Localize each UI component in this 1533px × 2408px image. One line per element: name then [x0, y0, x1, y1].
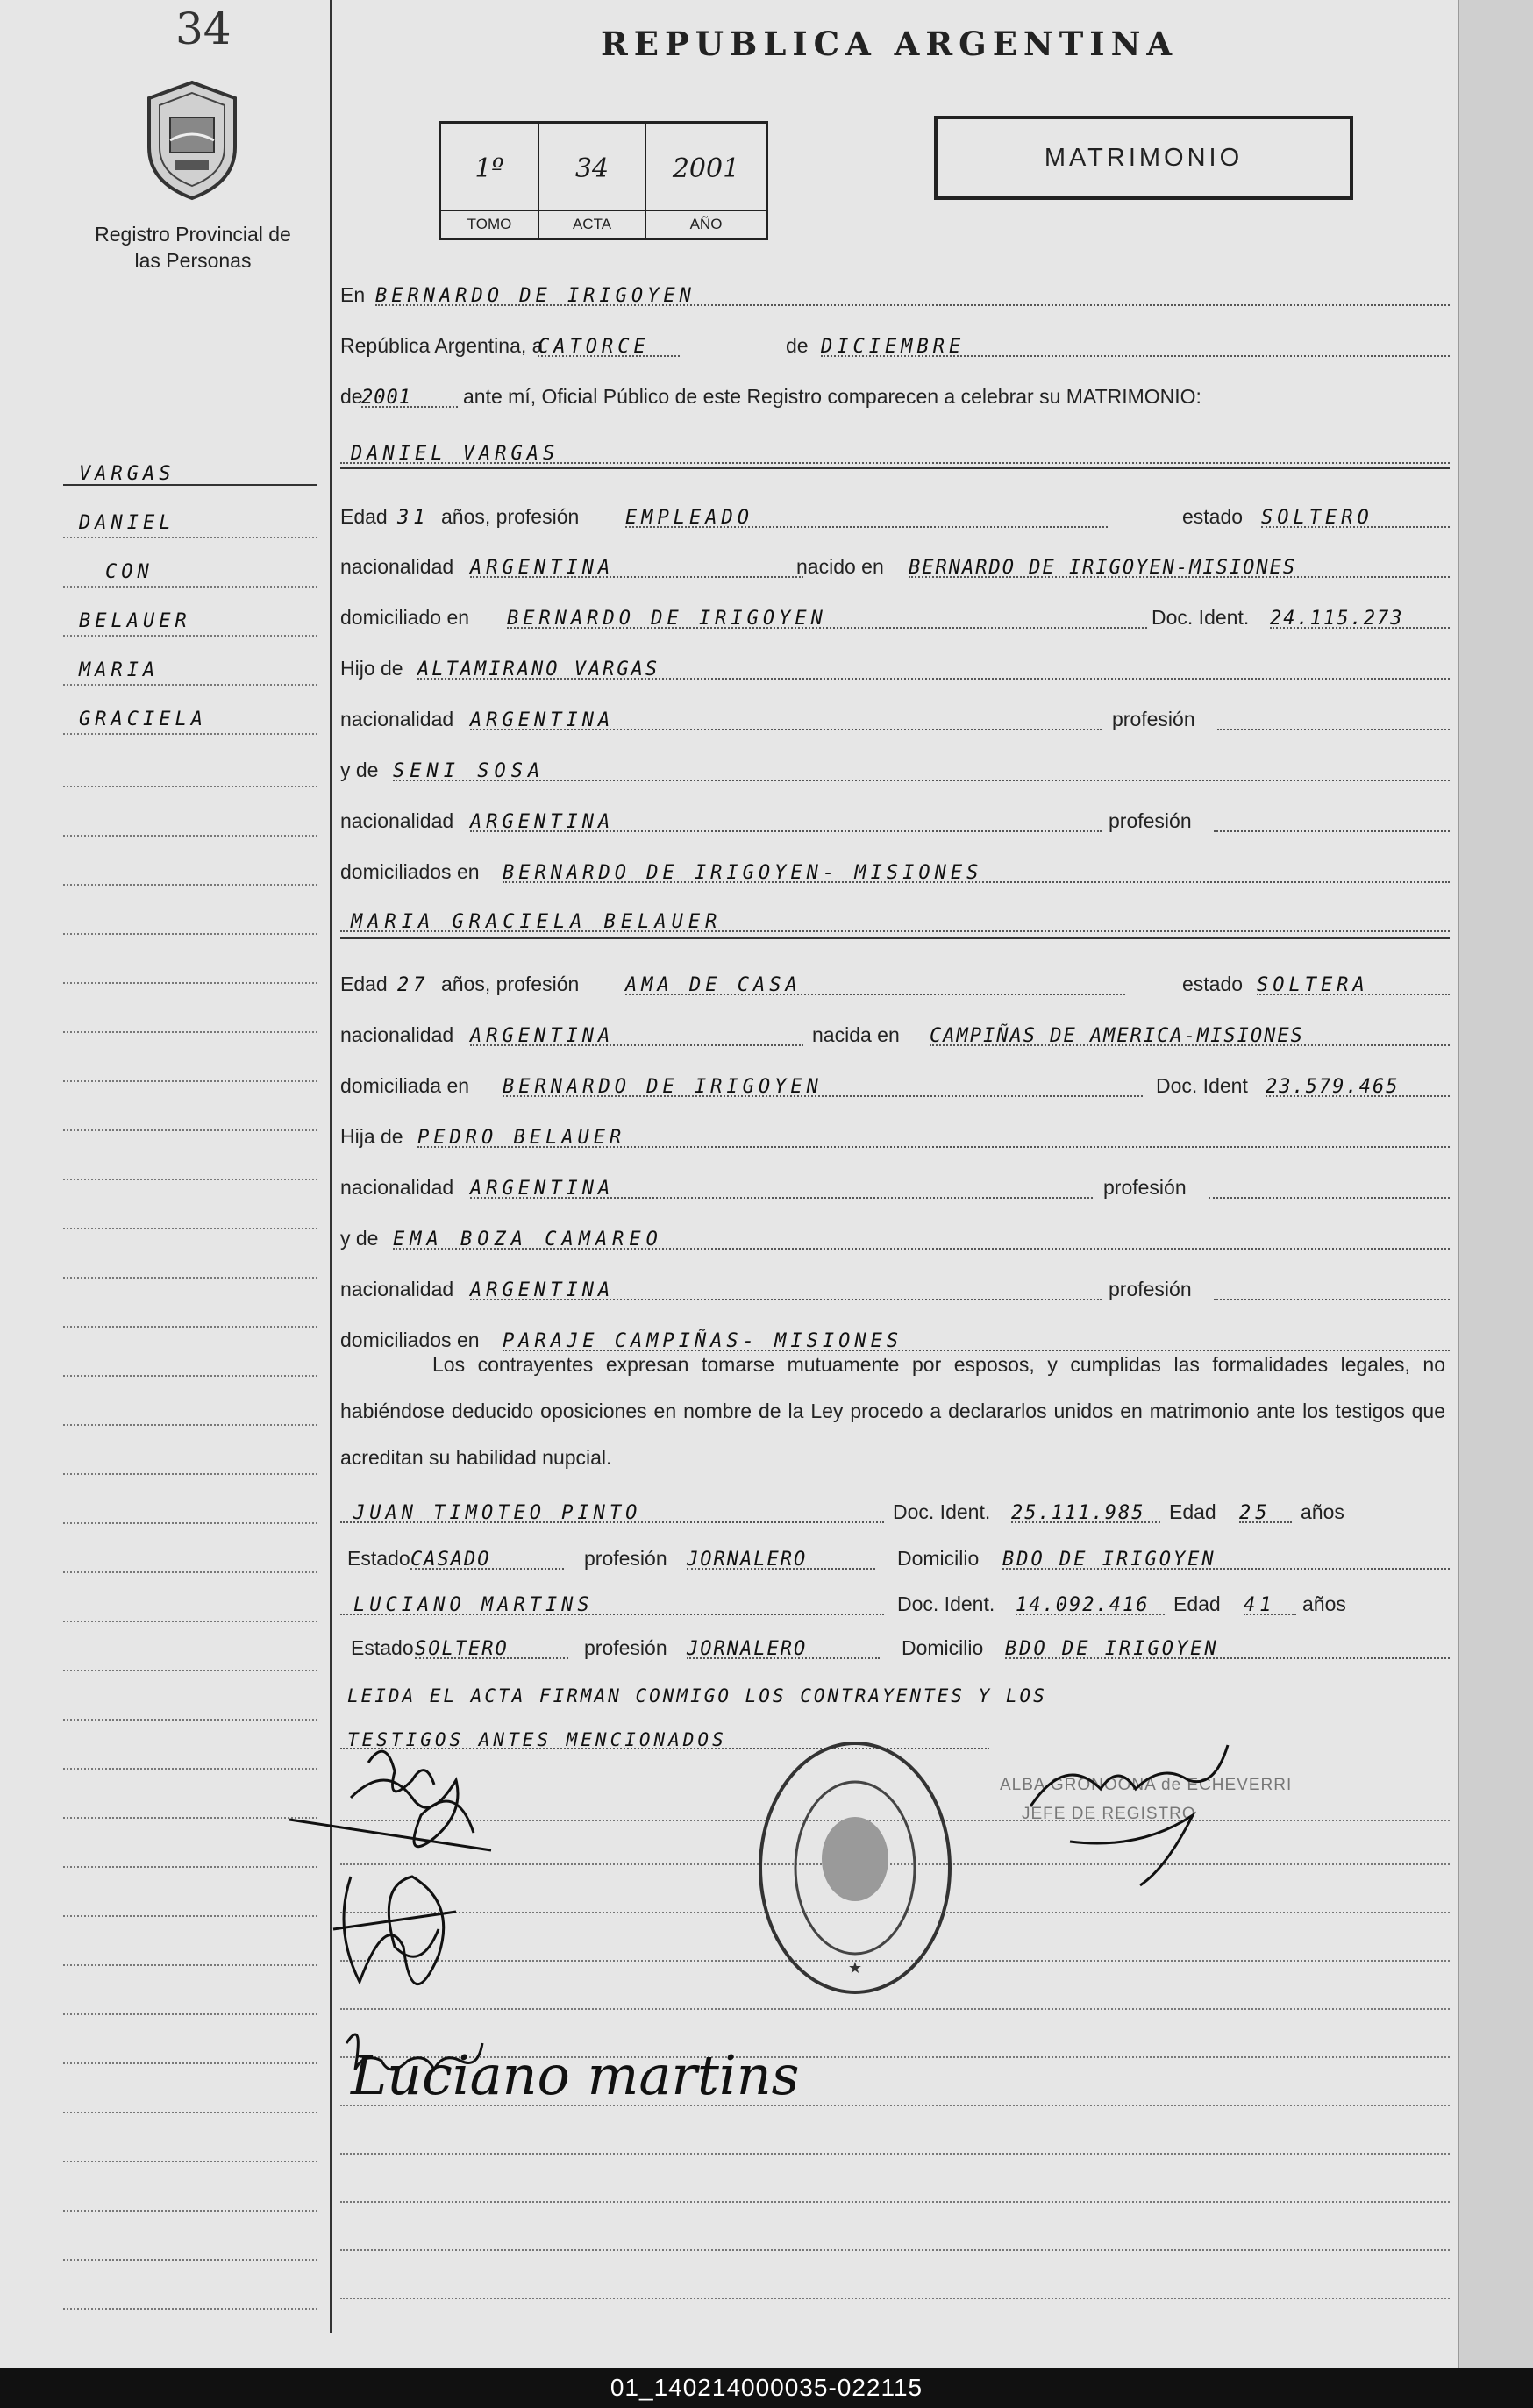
groom-parents-address: BERNARDO DE IRIGOYEN- MISIONES [503, 862, 983, 884]
groom-birthplace: BERNARDO DE IRIGOYEN-MISIONES [909, 557, 1297, 579]
bride-address-row [340, 1056, 1450, 1100]
tomo-label: TOMO [441, 210, 538, 238]
label-nacida: nacida en [812, 1023, 900, 1046]
witness-2-row [340, 1574, 1450, 1618]
label-nacionalidad: nacionalidad [340, 1023, 454, 1046]
margin-rule [63, 1768, 317, 1770]
label-profesion: profesión [1109, 809, 1192, 832]
act-type-box: MATRIMONIO [934, 116, 1353, 200]
witness-2-civil-status: SOLTERO [415, 1638, 509, 1660]
fill-line [821, 355, 1450, 357]
year-value: 2001 [361, 387, 411, 409]
fill-line [1214, 1299, 1450, 1300]
margin-rule [63, 733, 317, 735]
label-en: En [340, 283, 366, 306]
bride-address: BERNARDO DE IRIGOYEN [503, 1076, 823, 1098]
groom-mother: SENI SOSA [393, 760, 545, 782]
fill-line [1239, 1521, 1292, 1523]
margin-divider [330, 0, 332, 2333]
closing-line-1 [340, 1664, 1450, 1708]
fill-line [393, 1248, 1450, 1250]
label-doc: Doc. Ident. [897, 1592, 995, 1615]
witness-1-details-row [340, 1528, 1450, 1572]
fill-line [340, 1521, 884, 1523]
acta-value: 34 [574, 153, 610, 184]
bride-father-row [340, 1107, 1450, 1151]
groom-address-row [340, 588, 1450, 631]
witness-2-doc: 14.092.416 [1016, 1594, 1150, 1616]
bride-mother-nationality-row [340, 1259, 1450, 1303]
fill-line [1209, 1197, 1450, 1199]
label-doc: Doc. Ident. [1152, 606, 1250, 629]
margin-rule [63, 2308, 317, 2310]
label-domiciliada: domiciliada en [340, 1074, 470, 1097]
folio-number: 34 [175, 4, 232, 54]
intro-date-row [340, 316, 1450, 360]
margin-rule [63, 1817, 317, 1819]
margin-rule [63, 1326, 317, 1328]
margin-rule [63, 1031, 317, 1033]
fill-line [1011, 1521, 1160, 1523]
margin-rule [63, 2112, 317, 2113]
margin-rule [63, 2013, 317, 2015]
margin-rule [63, 982, 317, 984]
registry-name: Registro Provincial de las Personas [95, 223, 291, 272]
ano-value: 2001 [672, 153, 740, 184]
ruled-line [340, 2298, 1450, 2299]
label-profesion: profesión [1103, 1176, 1187, 1199]
margin-rule [63, 2210, 317, 2212]
act-reference-box [439, 121, 768, 240]
label-domiciliado: domiciliado en [340, 606, 470, 629]
label-profesion: años, profesión [441, 972, 580, 995]
fill-line [503, 1095, 1143, 1097]
label-edad: Edad [1169, 1500, 1216, 1523]
groom-address: BERNARDO DE IRIGOYEN [507, 608, 827, 630]
bride-parents-address: PARAJE CAMPIÑAS- MISIONES [503, 1330, 903, 1352]
fill-line [470, 1197, 1093, 1199]
margin-rule [63, 1129, 317, 1131]
witness-1-civil-status: CASADO [410, 1549, 491, 1571]
witness-2-name: LUCIANO MARTINS [353, 1594, 594, 1616]
label-doc: Doc. Ident [1156, 1074, 1248, 1097]
margin-con: CON [105, 561, 153, 583]
fill-line [470, 729, 1102, 730]
fill-line [1261, 526, 1450, 528]
acta-label: ACTA [539, 210, 645, 238]
margin-rule [63, 2062, 317, 2064]
margin-rule [63, 1866, 317, 1868]
label-nacionalidad: nacionalidad [340, 555, 454, 578]
groom-father-nationality: ARGENTINA [470, 709, 615, 731]
fill-line [687, 1657, 880, 1659]
groom-doc: 24.115.273 [1270, 608, 1404, 630]
fill-line [1217, 729, 1450, 730]
tomo-cell [441, 124, 539, 238]
label-hija: Hija de [340, 1125, 403, 1148]
label-nacionalidad: nacionalidad [340, 1278, 454, 1300]
groom-father-row [340, 638, 1450, 682]
label-nacionalidad: nacionalidad [340, 1176, 454, 1199]
margin-name-3: GRACIELA [79, 709, 207, 730]
right-border [1458, 0, 1533, 2368]
fill-line [1266, 1095, 1450, 1097]
fill-line [417, 1146, 1450, 1148]
label-domicilio: Domicilio [897, 1547, 980, 1570]
bride-father: PEDRO BELAUER [417, 1127, 626, 1149]
margin-rule [63, 933, 317, 935]
groom-civil-status: SOLTERO [1261, 507, 1373, 529]
fill-line [393, 780, 1450, 781]
month-value: DICIEMBRE [821, 336, 966, 358]
notary-name: ALBA GRONOONA de ECHEVERRI [1000, 1776, 1293, 1794]
intro-place-row [340, 265, 1450, 309]
witness-1-doc: 25.111.985 [1011, 1502, 1145, 1524]
label-domiciliados: domiciliados en [340, 860, 480, 883]
label-profesion: años, profesión [441, 505, 580, 528]
label-ante: ante mí, Oficial Público de este Registro comparecen a celebrar su MATRIMONIO: [463, 385, 1201, 408]
groom-name: DANIEL VARGAS [351, 443, 560, 465]
groom-age-row [340, 487, 1450, 531]
fill-line [340, 930, 1450, 932]
bride-civil-status: SOLTERA [1257, 974, 1369, 996]
label-edad: Edad [340, 505, 388, 528]
margin-rule [63, 684, 317, 686]
margin-rule [63, 1571, 317, 1573]
fill-line [417, 678, 1450, 680]
groom-mother-nationality: ARGENTINA [470, 811, 615, 833]
label-estado: estado [1182, 972, 1244, 995]
witness-1-name: JUAN TIMOTEO PINTO [353, 1502, 642, 1524]
groom-profession: EMPLEADO [625, 507, 753, 529]
bride-name-row [340, 891, 1450, 935]
label-nacido: nacido en [796, 555, 884, 578]
fill-line [415, 1657, 568, 1659]
label-profesion: profesión [584, 1636, 667, 1659]
witness-1-profession: JORNALERO [687, 1549, 808, 1571]
margin-rule [63, 1719, 317, 1721]
margin-name: DANIEL [79, 512, 175, 534]
groom-age: 31 [397, 507, 430, 529]
ruled-line [340, 2153, 1450, 2155]
fill-line [625, 526, 1108, 528]
bride-birthplace: CAMPIÑAS DE AMERICA-MISIONES [930, 1025, 1304, 1047]
intro-year-row [340, 367, 1450, 410]
margin-rule [63, 1621, 317, 1622]
margin-rule [63, 1473, 317, 1475]
fill-line [1005, 1657, 1450, 1659]
fill-line [410, 1568, 564, 1570]
official-stamp-icon [754, 1736, 956, 1999]
bride-nationality: ARGENTINA [470, 1025, 615, 1047]
fill-line [930, 1044, 1450, 1046]
witness-1-address: BDO DE IRIGOYEN [1002, 1549, 1216, 1571]
label-nacionalidad: nacionalidad [340, 809, 454, 832]
label-doc: Doc. Ident. [893, 1500, 991, 1523]
margin-surname-2: BELAUER [79, 610, 191, 632]
bride-mother-nationality: ARGENTINA [470, 1279, 615, 1301]
label-nacionalidad: nacionalidad [340, 708, 454, 730]
label-profesion: profesión [584, 1547, 667, 1570]
fill-line [625, 994, 1125, 995]
declaration-text: Los contrayentes expresan tomarse mutuamente por esposos, y cumplidas las formalidades legales, no habiéndose deducido oposiciones en nombre de la Ley procedo a declararlos unidos en matrimonio ante los testigos que acreditan su habilidad nupcial. [340, 1353, 1445, 1469]
margin-name-2: MARIA [79, 659, 160, 681]
margin-rule [63, 635, 317, 637]
label-anos: años [1301, 1500, 1344, 1523]
fill-line [1270, 627, 1450, 629]
ruled-line [340, 2008, 1450, 2010]
margin-rule [63, 1915, 317, 1917]
label-de: de [786, 334, 809, 357]
label-de-year: de [340, 385, 363, 408]
label-edad: Edad [340, 972, 388, 995]
witness-2-address: BDO DE IRIGOYEN [1005, 1638, 1219, 1660]
fill-line [687, 1568, 875, 1570]
fill-line [1244, 1614, 1296, 1615]
fill-line [538, 355, 680, 357]
label-y-de: y de [340, 1227, 379, 1250]
margin-rule [63, 537, 317, 538]
label-estado: estado [1182, 505, 1244, 528]
closing-text-1: LEIDA EL ACTA FIRMAN CONMIGO LOS CONTRAYENTES Y LOS [347, 1685, 1047, 1706]
fill-line [375, 304, 1450, 306]
acta-cell [539, 124, 646, 238]
groom-nationality: ARGENTINA [470, 557, 615, 579]
section-divider [340, 937, 1450, 939]
label-profesion: profesión [1112, 708, 1195, 730]
margin-rule [63, 1277, 317, 1279]
ruled-line [340, 2056, 1450, 2058]
day-value: CATORCE [538, 336, 650, 358]
fill-line [507, 627, 1147, 629]
ruled-line [340, 2249, 1450, 2251]
fill-line [909, 576, 1450, 578]
ano-cell [646, 124, 766, 238]
ano-label: AÑO [646, 210, 766, 238]
margin-rule [63, 1670, 317, 1671]
witness-2-age: 41 [1244, 1594, 1276, 1616]
margin-rule [63, 1522, 317, 1524]
witness-signature: Luciano martins [351, 2043, 800, 2107]
fill-line [1002, 1568, 1450, 1570]
margin-surname: VARGAS [79, 463, 175, 485]
margin-rule [63, 1228, 317, 1229]
tomo-value: 1º [474, 153, 504, 184]
fill-line [470, 1299, 1102, 1300]
fill-line [340, 462, 1450, 464]
closing-text-2: TESTIGOS ANTES MENCIONADOS [347, 1729, 727, 1750]
groom-mother-row [340, 740, 1450, 784]
section-divider [340, 467, 1450, 469]
ruled-line [340, 2105, 1450, 2106]
margin-rule [63, 835, 317, 837]
bride-nationality-row [340, 1005, 1450, 1049]
fill-line [1016, 1614, 1165, 1615]
fill-line [1214, 830, 1450, 832]
label-profesion: profesión [1109, 1278, 1192, 1300]
bride-father-nationality-row [340, 1158, 1450, 1201]
margin-rule [63, 1179, 317, 1180]
label-anos: años [1302, 1592, 1346, 1615]
bride-name: MARIA GRACIELA BELAUER [351, 911, 723, 933]
fill-line [470, 830, 1102, 832]
place-value: BERNARDO DE IRIGOYEN [375, 285, 695, 307]
witness-2-profession: JORNALERO [687, 1638, 808, 1660]
bride-age-row [340, 954, 1450, 998]
margin-rule [63, 1080, 317, 1082]
margin-rule [63, 1424, 317, 1426]
country-title: REPUBLICA ARGENTINA [601, 25, 1179, 63]
margin-rule [63, 586, 317, 588]
ruled-line [340, 2201, 1450, 2203]
label-estado: Estado [347, 1547, 410, 1570]
margin-rule [63, 884, 317, 886]
margin-rule [63, 786, 317, 787]
fill-line [1257, 994, 1450, 995]
groom-parents-address-row [340, 842, 1450, 886]
margin-rule [63, 1964, 317, 1966]
svg-text:★: ★ [847, 1959, 863, 1977]
bride-age: 27 [397, 974, 430, 996]
label-domiciliados: domiciliados en [340, 1329, 480, 1351]
scan-id-footer: 01_140214000035-022115 [0, 2368, 1533, 2408]
label-y-de: y de [340, 759, 379, 781]
label-hijo: Hijo de [340, 657, 403, 680]
fill-line [470, 576, 803, 578]
misiones-crest-icon [140, 79, 244, 202]
groom-mother-nationality-row [340, 791, 1450, 835]
notary-title: JEFE DE REGISTRO [1022, 1805, 1196, 1823]
witness-2-details-row [340, 1618, 1450, 1662]
bride-mother-row [340, 1208, 1450, 1252]
bride-profession: AMA DE CASA [625, 974, 802, 996]
bride-doc: 23.579.465 [1266, 1076, 1400, 1098]
margin-rule [63, 2161, 317, 2162]
margin-rule [63, 1375, 317, 1377]
bride-father-nationality: ARGENTINA [470, 1178, 615, 1200]
label-edad: Edad [1173, 1592, 1221, 1615]
fill-line [470, 1044, 803, 1046]
fill-line [340, 1614, 884, 1615]
label-republica: República Argentina, a [340, 334, 544, 357]
witness-1-row [340, 1482, 1450, 1526]
margin-rule [63, 2259, 317, 2261]
label-estado: Estado [351, 1636, 414, 1659]
bride-mother: EMA BOZA CAMAREO [393, 1229, 663, 1250]
witness-1-age: 25 [1239, 1502, 1272, 1524]
groom-name-row [340, 423, 1450, 467]
groom-father: ALTAMIRANO VARGAS [417, 659, 660, 680]
groom-nationality-row [340, 537, 1450, 581]
groom-father-nationality-row [340, 689, 1450, 733]
label-domicilio: Domicilio [902, 1636, 984, 1659]
fill-line [503, 881, 1450, 883]
fill-line [361, 406, 458, 408]
